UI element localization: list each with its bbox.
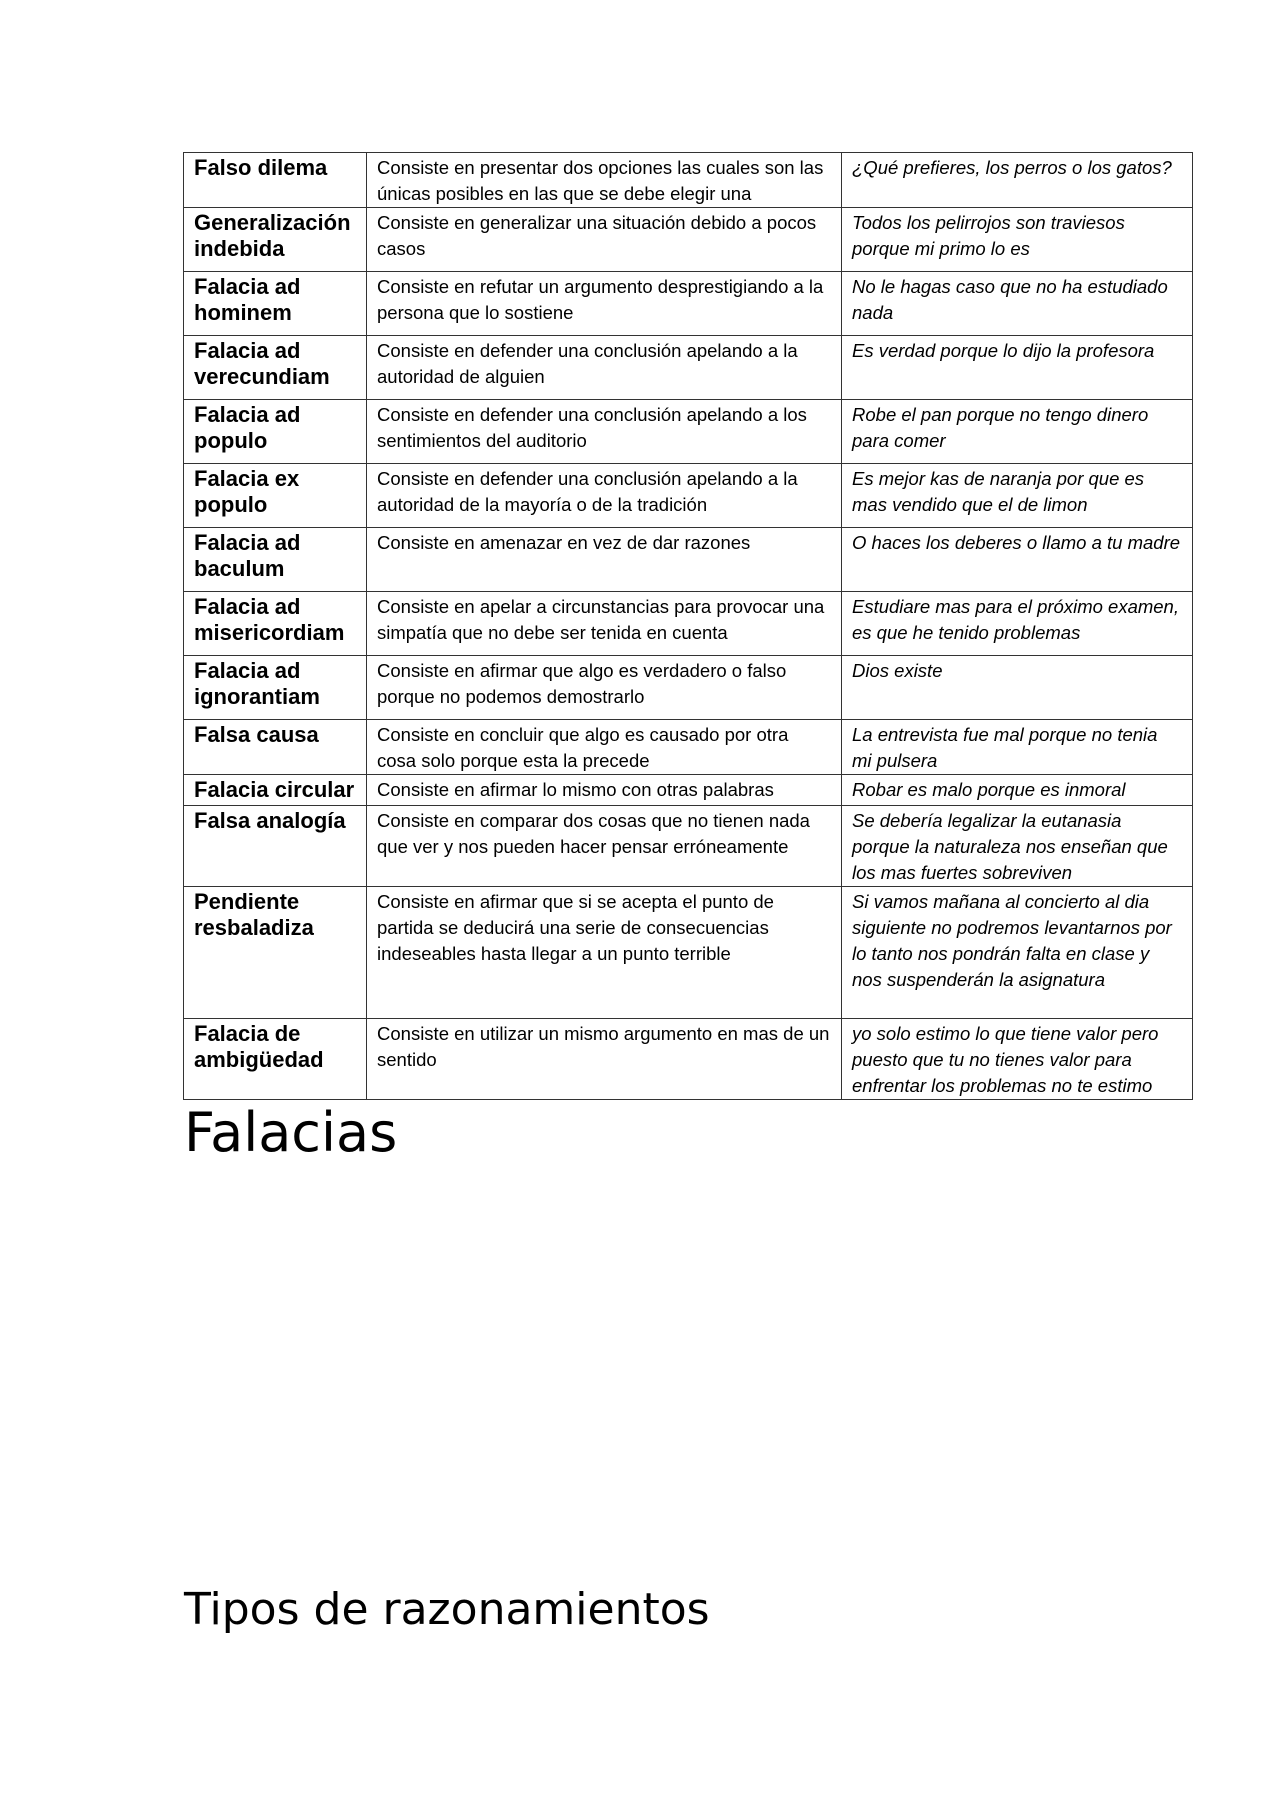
fallacy-example: yo solo estimo lo que tiene valor pero puesto que tu no tienes valor para enfrentar los problemas no te estimo: [842, 1019, 1193, 1100]
fallacy-example: Es mejor kas de naranja por que es mas vendido que el de limon: [842, 464, 1193, 528]
fallacy-definition: Consiste en afirmar lo mismo con otras palabras: [367, 775, 842, 806]
fallacy-name: Falacia circular: [184, 775, 367, 806]
fallacy-name: Falacia ad ignorantiam: [184, 656, 367, 720]
table-row: [184, 528, 1193, 592]
fallacy-name: Falacia ad hominem: [184, 272, 367, 336]
fallacy-example: ¿Qué prefieres, los perros o los gatos?: [842, 153, 1193, 208]
fallacy-name: Falsa causa: [184, 720, 367, 775]
table-row: [184, 336, 1193, 400]
fallacy-definition: Consiste en refutar un argumento desprestigiando a la persona que lo sostiene: [367, 272, 842, 336]
fallacy-definition: Consiste en afirmar que algo es verdadero o falso porque no podemos demostrarlo: [367, 656, 842, 720]
table-row: [184, 775, 1193, 806]
fallacy-name: Falsa analogía: [184, 806, 367, 887]
fallacies-heading: Falacias: [184, 1101, 398, 1164]
fallacy-example: Robe el pan porque no tengo dinero para comer: [842, 400, 1193, 464]
fallacy-definition: Consiste en concluir que algo es causado por otra cosa solo porque esta la precede: [367, 720, 842, 775]
fallacy-name: Falacia ex populo: [184, 464, 367, 528]
reasoning-types-heading: Tipos de razonamientos: [184, 1584, 710, 1635]
fallacy-name: Falso dilema: [184, 153, 367, 208]
fallacy-name: Pendiente resbaladiza: [184, 887, 367, 1019]
table-row: [184, 720, 1193, 775]
table-row: [184, 1019, 1193, 1100]
fallacy-definition: Consiste en comparar dos cosas que no tienen nada que ver y nos pueden hacer pensar erróneamente: [367, 806, 842, 887]
fallacy-definition: Consiste en presentar dos opciones las cuales son las únicas posibles en las que se debe elegir una: [367, 153, 842, 208]
fallacy-name: Falacia ad misericordiam: [184, 592, 367, 656]
fallacy-definition: Consiste en afirmar que si se acepta el punto de partida se deducirá una serie de consecuencias indeseables hasta llegar a un punto terrible: [367, 887, 842, 1019]
fallacy-definition: Consiste en defender una conclusión apelando a los sentimientos del auditorio: [367, 400, 842, 464]
fallacy-name: Falacia ad baculum: [184, 528, 367, 592]
fallacy-example: La entrevista fue mal porque no tenia mi pulsera: [842, 720, 1193, 775]
fallacy-name: Falacia ad populo: [184, 400, 367, 464]
fallacy-example: Todos los pelirrojos son traviesos porque mi primo lo es: [842, 208, 1193, 272]
table-row: [184, 464, 1193, 528]
fallacy-definition: Consiste en defender una conclusión apelando a la autoridad de alguien: [367, 336, 842, 400]
fallacy-definition: Consiste en amenazar en vez de dar razones: [367, 528, 842, 592]
fallacy-name: Generalización indebida: [184, 208, 367, 272]
fallacy-example: Dios existe: [842, 656, 1193, 720]
fallacy-example: Se debería legalizar la eutanasia porque la naturaleza nos enseñan que los mas fuertes sobreviven: [842, 806, 1193, 887]
fallacy-name: Falacia ad verecundiam: [184, 336, 367, 400]
fallacy-example: No le hagas caso que no ha estudiado nada: [842, 272, 1193, 336]
table-row: [184, 656, 1193, 720]
fallacy-example: Estudiare mas para el próximo examen, es que he tenido problemas: [842, 592, 1193, 656]
table-row: [184, 153, 1193, 208]
fallacy-definition: Consiste en utilizar un mismo argumento en mas de un sentido: [367, 1019, 842, 1100]
fallacies-table: [183, 152, 1193, 1100]
table-row: [184, 806, 1193, 887]
fallacy-definition: Consiste en apelar a circunstancias para provocar una simpatía que no debe ser tenida en cuenta: [367, 592, 842, 656]
table-row: [184, 887, 1193, 1019]
table-row: [184, 400, 1193, 464]
table-row: [184, 208, 1193, 272]
fallacy-definition: Consiste en generalizar una situación debido a pocos casos: [367, 208, 842, 272]
fallacy-example: Robar es malo porque es inmoral: [842, 775, 1193, 806]
fallacy-example: O haces los deberes o llamo a tu madre: [842, 528, 1193, 592]
fallacy-example: Es verdad porque lo dijo la profesora: [842, 336, 1193, 400]
table-row: [184, 272, 1193, 336]
fallacy-definition: Consiste en defender una conclusión apelando a la autoridad de la mayoría o de la tradición: [367, 464, 842, 528]
fallacy-example: Si vamos mañana al concierto al dia siguiente no podremos levantarnos por lo tanto nos pondrán falta en clase y nos suspenderán la asignatura: [842, 887, 1193, 1019]
table-row: [184, 592, 1193, 656]
fallacies-table-body: [184, 153, 1193, 1100]
fallacy-name: Falacia de ambigüedad: [184, 1019, 367, 1100]
